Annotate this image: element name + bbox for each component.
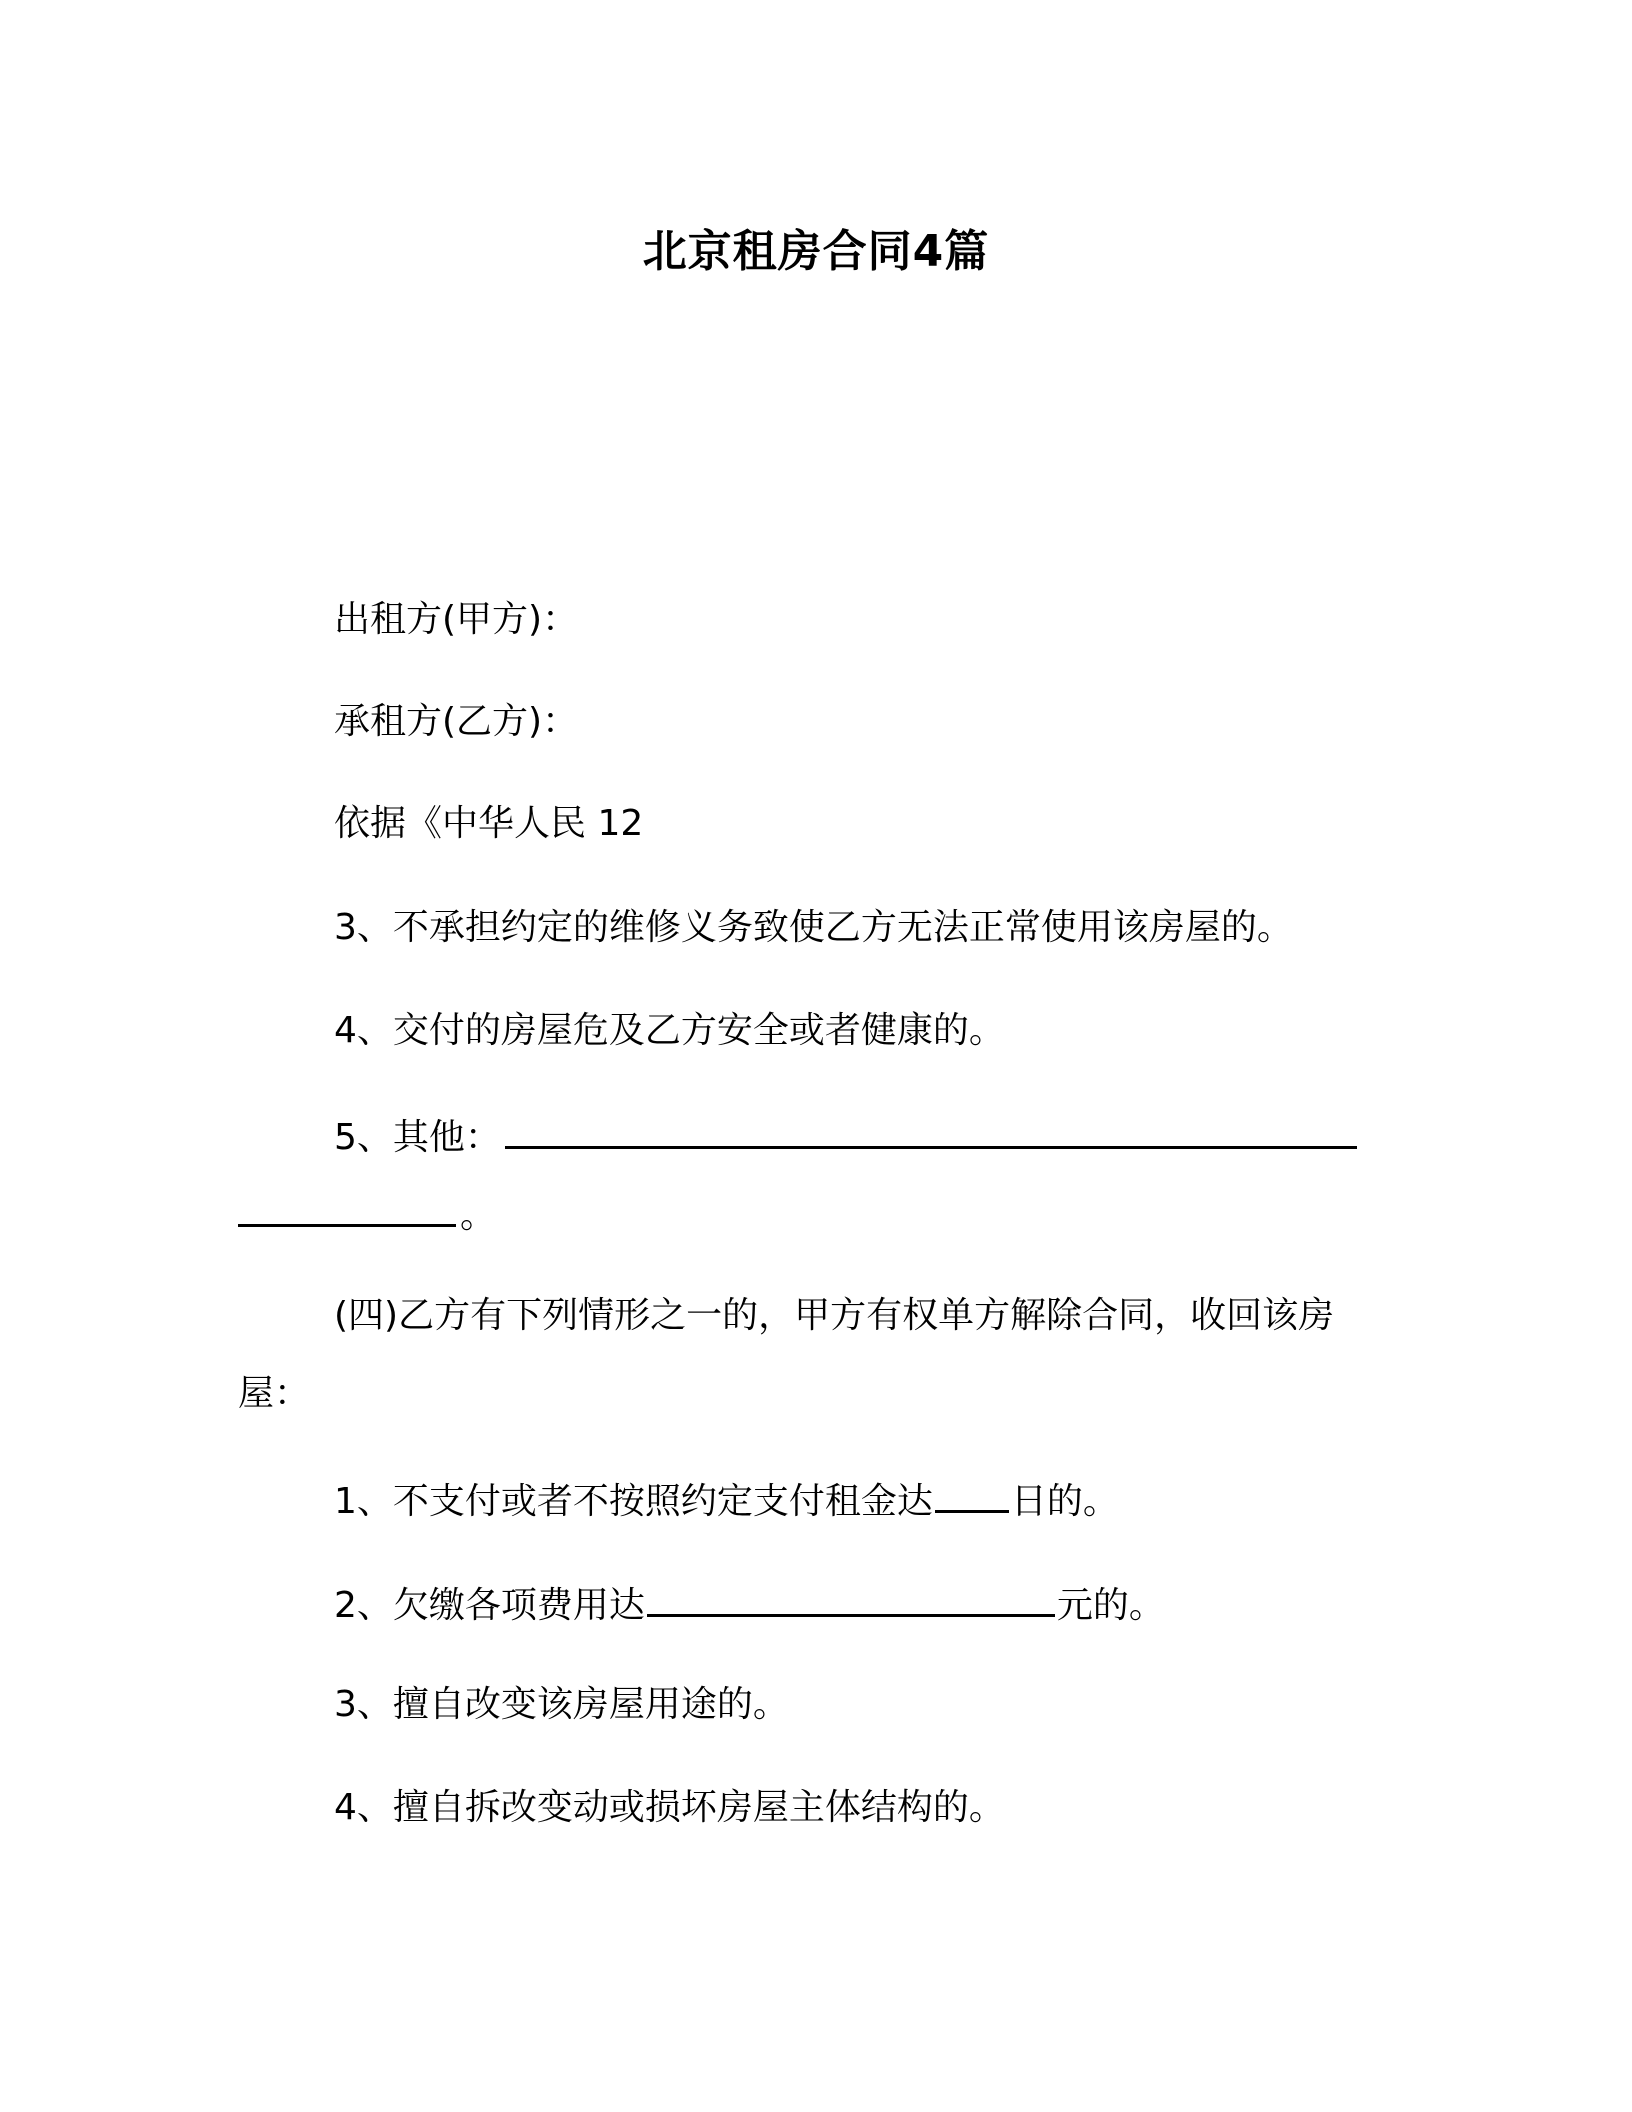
- clause-item-4: 4、交付的房屋危及乙方安全或者健康的。: [334, 1010, 1005, 1051]
- amount-blank: [647, 1578, 1055, 1617]
- days-blank: [935, 1474, 1009, 1513]
- other-blank-line-continued: [238, 1188, 456, 1227]
- clause-item-3: 3、不承担约定的维修义务致使乙方无法正常使用该房屋的。: [334, 907, 1293, 948]
- termination-item-2: [334, 1578, 1165, 1630]
- section-4-heading-continued: 屋：: [238, 1373, 311, 1414]
- termination-item-1: [334, 1474, 1119, 1526]
- clause-item-5-continuation: [238, 1188, 496, 1240]
- termination-item-3: 3、擅自改变该房屋用途的。: [334, 1684, 789, 1725]
- clause-item-5-label: 5、其他：: [334, 1117, 501, 1158]
- termination-item-1-text: 1、不支付或者不按照约定支付租金达: [334, 1481, 933, 1522]
- clause-item-5-end: 。: [460, 1195, 497, 1236]
- clause-item-5: [334, 1110, 1361, 1162]
- termination-item-4: 4、擅自拆改变动或损坏房屋主体结构的。: [334, 1787, 1005, 1828]
- legal-basis-line: 依据《中华人民 12: [334, 803, 644, 844]
- document-title: 北京租房合同4篇: [642, 226, 990, 277]
- termination-item-2-suffix: 元的。: [1056, 1585, 1165, 1626]
- section-4-heading: (四)乙方有下列情形之一的，甲方有权单方解除合同，收回该房: [334, 1295, 1335, 1336]
- party-a-line: 出租方(甲方)：: [334, 599, 579, 640]
- party-b-line: 承租方(乙方)：: [334, 701, 579, 742]
- termination-item-2-text: 2、欠缴各项费用达: [334, 1585, 645, 1626]
- termination-item-1-suffix: 日的。: [1010, 1481, 1119, 1522]
- other-blank-line: [505, 1110, 1357, 1149]
